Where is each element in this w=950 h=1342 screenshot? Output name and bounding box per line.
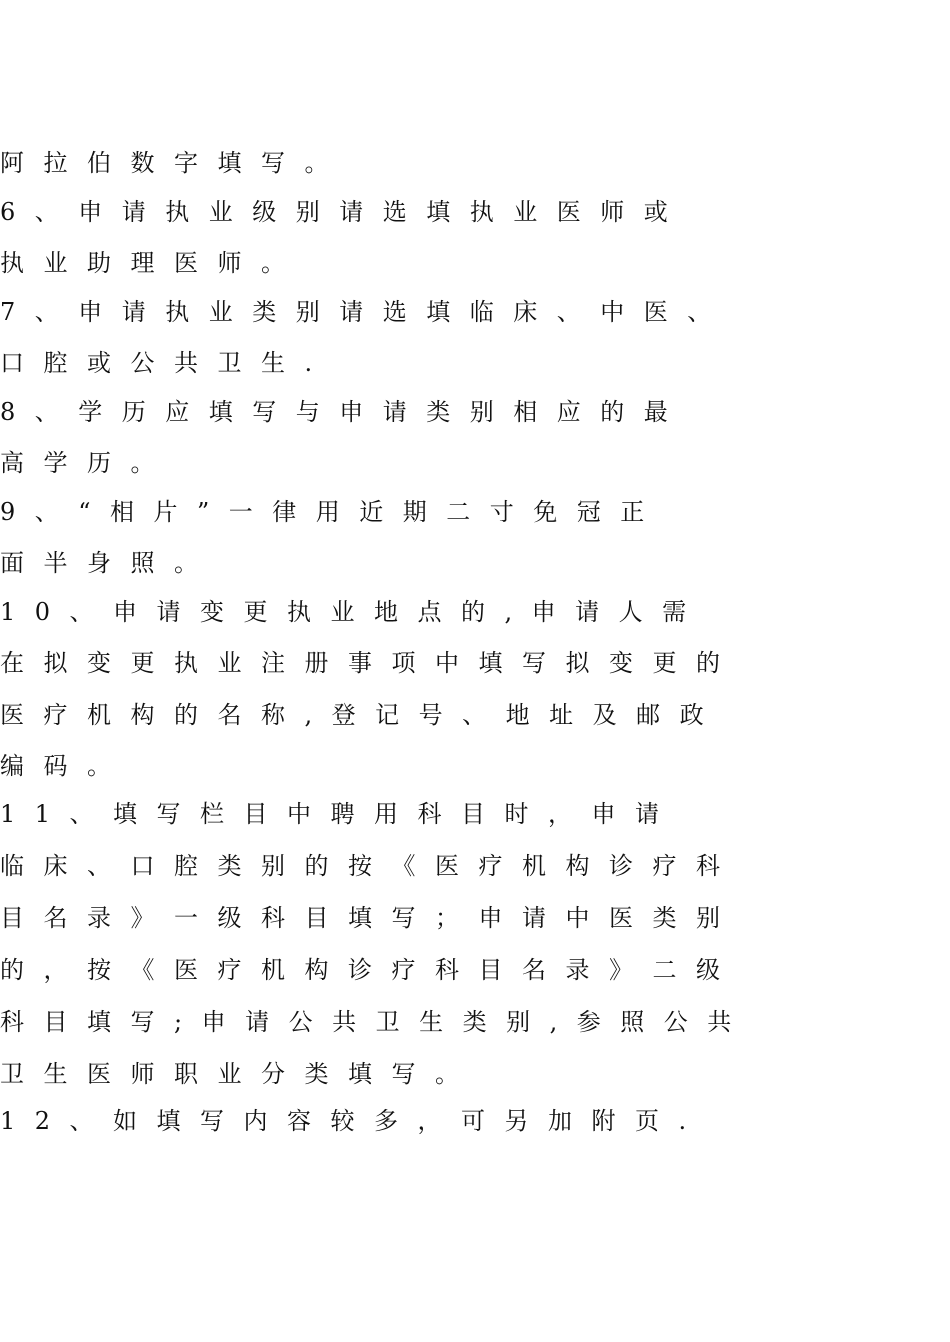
text-line-17 <box>0 944 950 996</box>
line-text: 临床、口腔类别的按《医疗机构诊疗科 <box>0 852 740 880</box>
text-line-20 <box>0 1095 950 1147</box>
line-text: 高学历。 <box>0 449 174 477</box>
text-line-15 <box>0 840 950 892</box>
text-line-12 <box>0 689 950 741</box>
text-line-16 <box>0 892 950 944</box>
text-line-4 <box>0 286 950 338</box>
text-line-14 <box>0 788 950 840</box>
text-line-10 <box>0 586 950 638</box>
text-line-6 <box>0 386 950 438</box>
line-text: 医疗机构的名称,登记号、地址及邮政 <box>0 701 724 729</box>
line-text: 在拟变更执业注册事项中填写拟变更的 <box>0 649 740 677</box>
text-line-8 <box>0 486 950 538</box>
line-text: 11、填写栏目中聘用科目时，申请 <box>0 800 679 828</box>
line-text: 9、“相片”一律用近期二寸免冠正 <box>0 498 664 526</box>
line-text: 6、申请执业级别请选填执业医师或 <box>0 198 688 226</box>
text-line-3 <box>0 237 950 289</box>
text-line-2 <box>0 186 950 238</box>
text-line-11 <box>0 637 950 689</box>
line-text: 面半身照。 <box>0 549 218 577</box>
text-line-5 <box>0 337 950 389</box>
line-text: 编码。 <box>0 752 131 780</box>
text-line-9 <box>0 537 950 589</box>
line-text: 7、申请执业类别请选填临床、中医、 <box>0 298 731 326</box>
line-text: 的，按《医疗机构诊疗科目名录》二级 <box>0 956 740 984</box>
text-line-1 <box>0 137 950 189</box>
text-line-7 <box>0 437 950 489</box>
line-text: 卫生医师职业分类填写。 <box>0 1060 479 1088</box>
line-text: 10、申请变更执业地点的,申请人需 <box>0 598 706 626</box>
line-text: 执业助理医师。 <box>0 249 305 277</box>
text-line-18 <box>0 996 950 1048</box>
line-text: 目名录》一级科目填写；申请中医类别 <box>0 904 740 932</box>
text-line-13 <box>0 740 950 792</box>
line-text: 12、如填写内容较多，可另加附页. <box>0 1107 706 1135</box>
line-text: 阿拉伯数字填写。 <box>0 149 348 177</box>
text-line-19 <box>0 1048 950 1100</box>
line-text: 口腔或公共卫生. <box>0 349 332 377</box>
line-text: 科目填写;申请公共卫生类别,参照公共 <box>0 1008 751 1036</box>
line-text: 8、学历应填写与申请类别相应的最 <box>0 398 688 426</box>
